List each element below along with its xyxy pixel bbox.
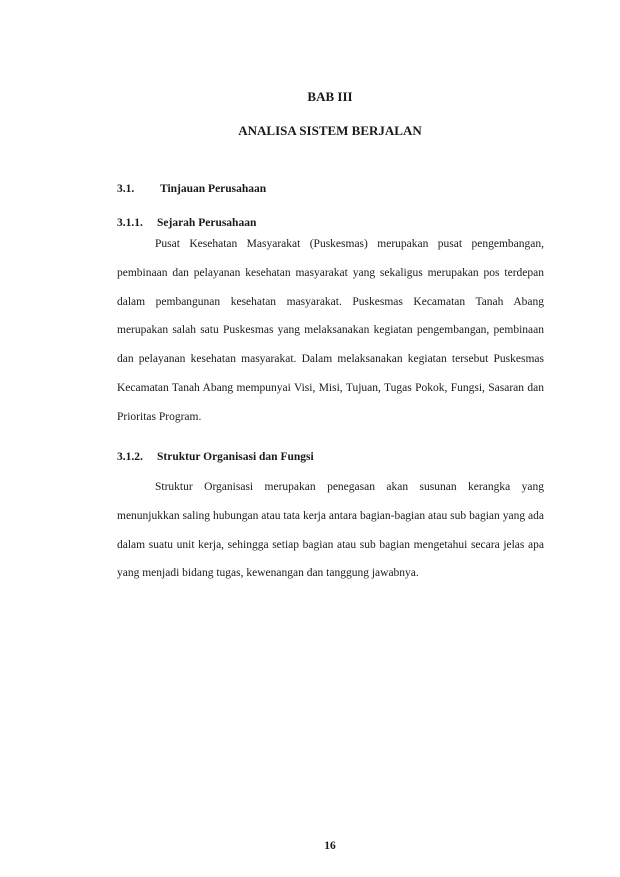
section-heading-3-1-1	[117, 217, 256, 229]
chapter-label: BAB III	[307, 89, 353, 104]
chapter-title: ANALISA SISTEM BERJALAN	[238, 123, 422, 138]
section-heading-3-1-2	[117, 451, 314, 463]
section-number: 3.1.1.	[117, 217, 143, 229]
section-heading-3-1	[117, 183, 266, 195]
section-number: 3.1.2.	[117, 451, 143, 463]
section-number: 3.1.	[117, 183, 135, 195]
section-title: Sejarah Perusahaan	[157, 217, 257, 229]
page-number: 16	[324, 840, 336, 852]
paragraph-sejarah: Pusat Kesehatan Masyarakat (Puskesmas) merupakan pusat pengembangan, pembinaan dan pelayanan kesehatan masyarakat yang sekaligus merupakan pos terdepan dalam pembangunan kesehatan masyarakat. Puskesmas Kecamatan Tanah Abang merupakan salah satu Puskesmas yang melaksanakan kegiatan pengembangan, pembinaan dan pelayanan kesehatan masyarakat. Dalam melaksanakan kegiatan tersebut Puskesmas Kecamatan Tanah Abang mempunyai Visi, Misi, Tujuan, Tugas Pokok, Fungsi, Sasaran dan Prioritas Program.	[117, 238, 544, 423]
section-title: Tinjauan Perusahaan	[160, 183, 267, 195]
section-title: Struktur Organisasi dan Fungsi	[157, 451, 314, 463]
paragraph-struktur: Struktur Organisasi merupakan penegasan akan susunan kerangka yang menunjukkan saling hubungan atau tata kerja antara bagian-bagian atau sub bagian yang ada dalam suatu unit kerja, sehingga setiap bagian atau sub bagian mengetahui secara jelas apa yang menjadi bidang tugas, kewenangan dan tanggung jawabnya.	[117, 481, 544, 580]
